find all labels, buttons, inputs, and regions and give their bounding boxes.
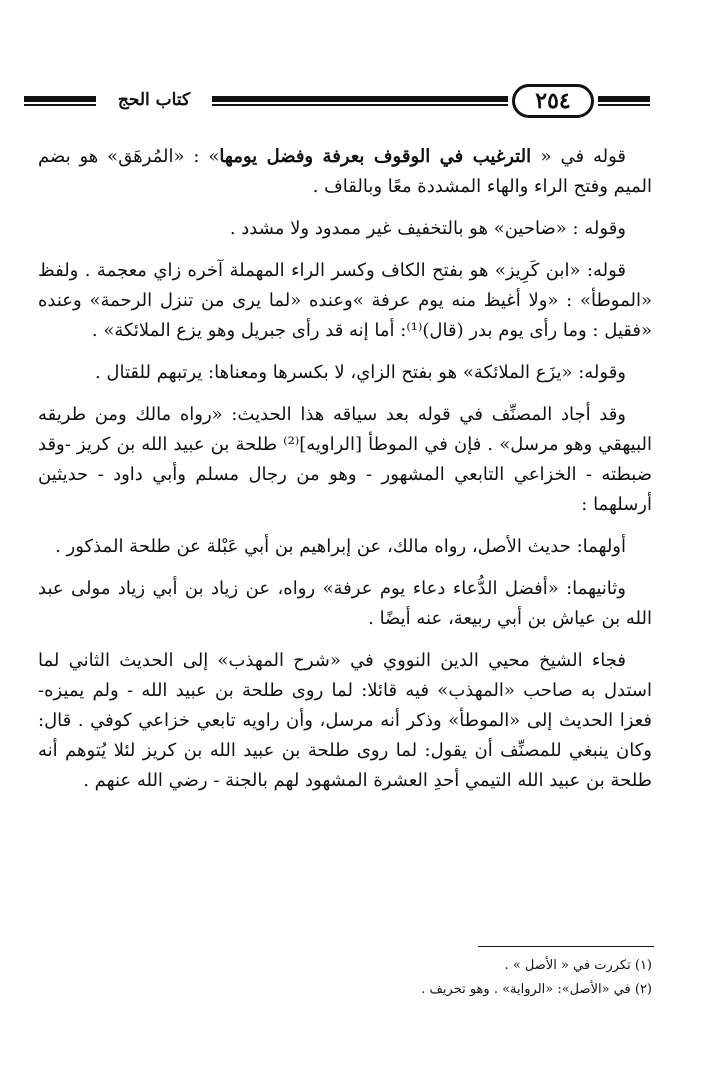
chapter-heading-quote: الترغيب في الوقوف بعرفة وفضل يومها (219, 146, 541, 167)
main-text (38, 142, 652, 808)
paragraph-4: وقوله: «يزَع الملائكة» هو بفتح الزاي، لا بكسرها ومعناها: يرتبهم للقتال . (94, 362, 626, 383)
paragraph-8: فجاء الشيخ محيي الدين النووي في «شرح المهذب» إلى الحديث الثاني لما استدل به صاحب «المهذب» فيه قائلا: لما روى طلحة بن عبيد الله - ولم يميزه- فعزا الحديث إلى «الموطأ» وذكر أنه مرسل، وأن راويه تابعي خزاعي كوفي . قال: وكان ينبغي للمصنِّف أن يقول: لما روى طلحة بن عبيد الله بن كريز لئلا يُتوهم أنه طلحة بن عبيد الله التيمي أحدِ العشرة المشهود لهم بالجنة - رضي الله عنهم . (38, 650, 652, 791)
book-title: كتاب الحج (117, 90, 191, 110)
paragraph-3: قوله: «ابن كَرِيز» هو بفتح الكاف وكسر الراء المهملة آخره زاي معجمة . ولفظ «الموطأ» : «ولا أغيظ منه يوم عرفة »وعنده «لما يرى من تنزل الرحمة» وعنده «فقيل : وما رأى يوم بدر (قال)⁽¹⁾: أما إنه قد رأى جبريل وهو يزع الملائكة» . (38, 260, 652, 341)
paragraph-1 (38, 142, 652, 202)
page-number: ٢٥٤ (512, 84, 594, 118)
page-header (0, 84, 703, 124)
footnote-2: (٢) في «الأصل»: «الرواية» . وهو تحريف . (421, 982, 652, 997)
footnotes (38, 954, 652, 1002)
header-rule-left (24, 96, 96, 107)
paragraph-1-intro: قوله في « (540, 146, 626, 167)
paragraph-6: أولهما: حديث الأصل، رواه مالك، عن إبراهيم بن أبي عَبْلة عن طلحة المذكور . (55, 536, 626, 557)
paragraph-1-rest: » : «المُرهَق» هو بضم الميم وفتح الراء والهاء المشددة معًا وبالقاف . (38, 146, 652, 197)
paragraph-5: وقد أجاد المصنِّف في قوله بعد سياقه هذا الحديث: «رواه مالك ومن طريقه البيهقي وهو مرسل» . فإن في الموطأ [الراويه]⁽²⁾ طلحة بن عبيد الله بن كريز -وقد ضبطته - الخزاعي التابعي المشهور - وهو من رجال مسلم وأبي داود - حديثين أرسلهما : (38, 404, 652, 515)
header-rule-middle (212, 96, 508, 107)
paragraph-7: وثانيهما: «أفضل الدُّعاء دعاء يوم عرفة» رواه، عن زياد بن أبي زياد مولى عبد الله بن عياش بن أبي ربيعة، عنه أيضًا . (38, 578, 652, 629)
footnote-divider (478, 946, 654, 947)
paragraph-2: وقوله : «ضاحين» هو بالتخفيف غير ممدود ولا مشدد . (229, 218, 626, 239)
footnote-1: (١) تكررت في « الأصل » . (504, 958, 652, 973)
header-rule-right (598, 96, 650, 107)
